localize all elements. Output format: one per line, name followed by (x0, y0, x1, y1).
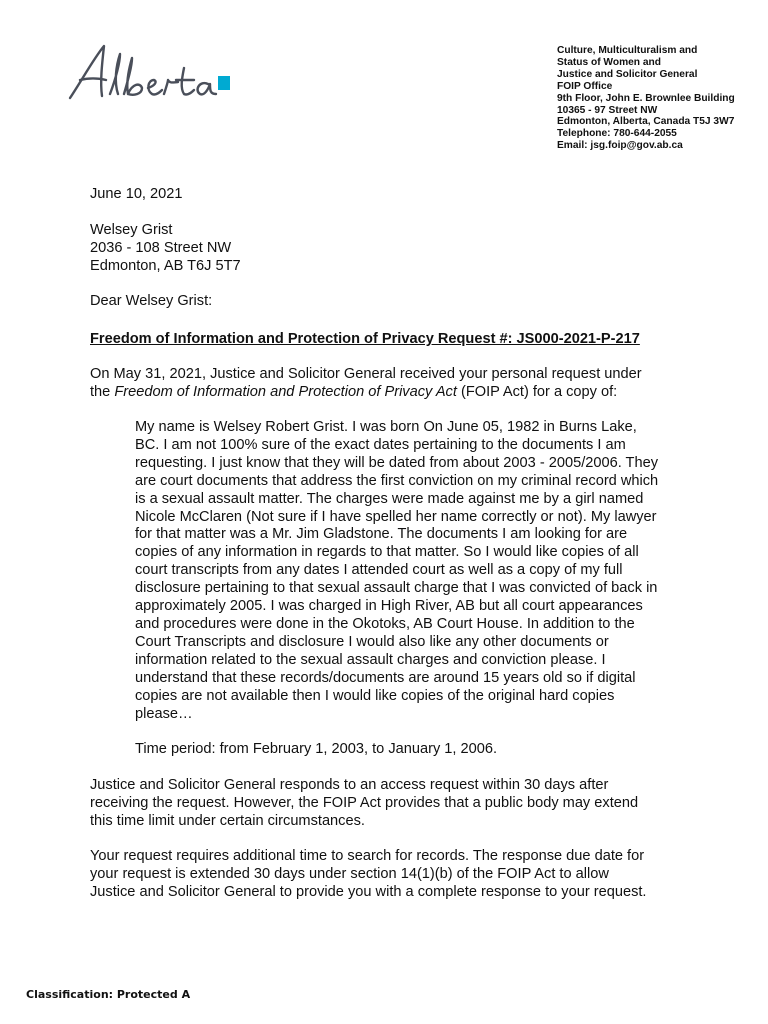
recipient-name: Welsey Grist (90, 222, 173, 238)
paragraph-line: Justice and Solicitor General responds to an access request within 30 days after (90, 777, 609, 793)
quote-line: copies of any information in regards to that matter. So I would like copies of all (135, 544, 639, 561)
office-line: Status of Women and (557, 56, 661, 68)
paragraph-line: Your request requires additional time to search for records. The response due date for (90, 848, 645, 864)
quote-line: disclosure pertaining to that sexual assault charge that I was convicted of back in (135, 580, 658, 597)
quote-line: please… (135, 705, 193, 722)
quote-line: is a sexual assault matter. The charges were made against me by a girl named (135, 490, 644, 507)
salutation: Dear Welsey Grist: (90, 293, 213, 309)
letter-date: June 10, 2021 (90, 186, 183, 202)
quote-line: for that matter was a Mr. Jim Gladstone. The documents I am looking for are (135, 526, 628, 543)
intro-line (90, 384, 690, 402)
office-line: 10365 - 97 Street NW (557, 104, 658, 116)
quote-line: court transcripts from any dates I attended court as well as a copy of my full (135, 562, 623, 579)
office-line: Justice and Solicitor General (557, 68, 698, 80)
paragraph-line: receiving the request. However, the FOIP Act provides that a public body may extend (90, 794, 639, 811)
office-line: Edmonton, Alberta, Canada T5J 3W7 (557, 116, 735, 128)
office-line: FOIP Office (557, 80, 613, 92)
recipient-city: Edmonton, AB T6J 5T7 (90, 257, 241, 274)
quote-line: Court Transcripts and disclosure I would also like any other documents or (135, 633, 609, 650)
intro-line: On May 31, 2021, Justice and Solicitor General received your personal request under (90, 366, 642, 382)
paragraph-line: your request is extended 30 days under section 14(1)(b) of the FOIP Act to allow (90, 865, 609, 882)
quote-line: copies are not available then I would like copies of the original hard copies (135, 687, 615, 704)
quote-line: information related to the sexual assault charges and conviction please. I (135, 651, 606, 668)
quote-line: Nicole McClaren (Not sure if I have spelled her name correctly or not). My lawyer (135, 508, 657, 525)
recipient-address (90, 222, 241, 276)
office-line: Telephone: 780-644-2055 (557, 128, 677, 140)
paragraph-line: this time limit under certain circumstances. (90, 812, 365, 829)
intro-text: the (90, 383, 115, 400)
office-line: Email: jsg.foip@gov.ab.ca (557, 140, 683, 152)
subject-line: Freedom of Information and Protection of Privacy Request #: JS000-2021-P-217 (90, 331, 640, 347)
quote-line: BC. I am not 100% sure of the exact dates pertaining to the documents I am (135, 436, 626, 453)
time-period: Time period: from February 1, 2003, to January 1, 2006. (135, 741, 498, 757)
quote-line: understand that these records/documents are around 15 years old so if digital (135, 669, 636, 686)
extension-paragraph (90, 848, 646, 902)
office-line: 9th Floor, John E. Brownlee Building (557, 92, 735, 104)
quote-line: requesting. I just know that they will be dated from about 2003 - 2005/2006. They (135, 454, 659, 471)
quote-line: and procedures were done in the Okotoks, AB Court House. In addition to the (135, 615, 635, 632)
intro-paragraph (90, 366, 690, 402)
response-paragraph (90, 777, 638, 831)
act-title: Freedom of Information and Protection of Privacy Act (114, 383, 457, 400)
classification-label: Classification: Protected A (26, 988, 191, 1001)
office-line: Culture, Multiculturalism and (557, 45, 698, 56)
quote-line: are court documents that address the first conviction on my criminal record which (135, 472, 659, 489)
quote-line: My name is Welsey Robert Grist. I was born On June 05, 1982 in Burns Lake, (135, 419, 637, 435)
recipient-street: 2036 - 108 Street NW (90, 239, 232, 256)
office-address-block (557, 45, 757, 152)
paragraph-line: Justice and Solicitor General to provide you with a complete response to your request. (90, 883, 647, 900)
request-quote (135, 419, 695, 723)
intro-text: (FOIP Act) for a copy of: (456, 383, 618, 400)
alberta-logo (66, 40, 236, 104)
quote-line: approximately 2005. I was charged in High River, AB but all court appearances (135, 598, 643, 615)
